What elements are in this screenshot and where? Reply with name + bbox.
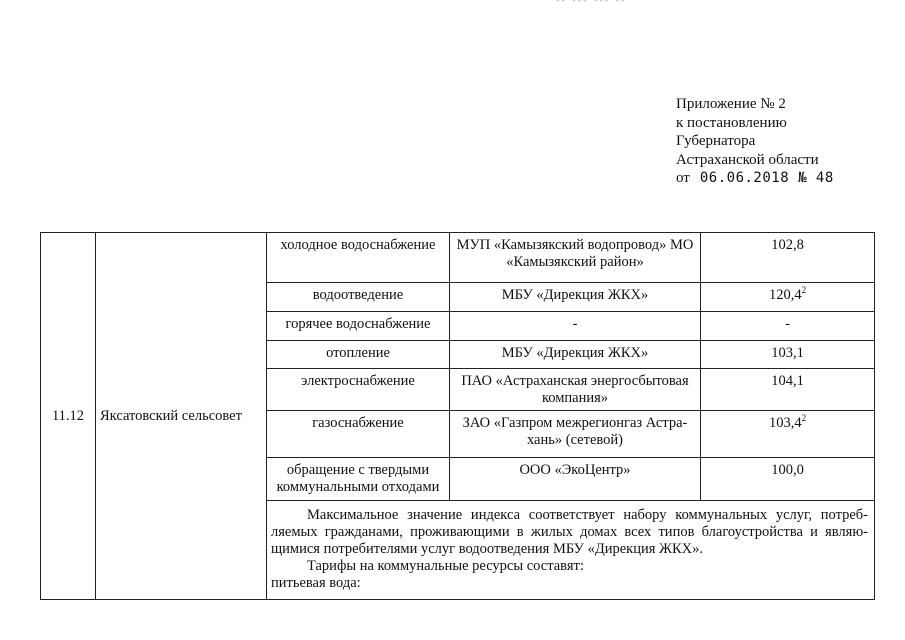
note-ref: 2 [801, 413, 807, 423]
index-value: 104,1 [701, 369, 875, 411]
index-value: 103,1 [701, 341, 875, 369]
organization-name: ЗАО «Газпром межрегионгаз Астра-хань» (сетевой) [450, 411, 701, 458]
note-cell [267, 501, 875, 600]
index-value: 120,4$^2$ [701, 283, 875, 312]
organization-name: МБУ «Дирекция ЖКХ» [450, 341, 701, 369]
row-number: 11.12 [41, 233, 96, 600]
header-mark: -- --- --- -- [555, 0, 626, 6]
index-value: - [701, 312, 875, 341]
appendix-line: Губернатора [676, 133, 756, 149]
appendix-title: Приложение № 2 [676, 96, 786, 112]
note-paragraph: Тарифы на коммунальные ресурсы составят: [307, 558, 584, 574]
index-value: 100,0 [701, 458, 875, 501]
date-stamp: 06.06.2018 № 48 [699, 170, 834, 186]
organization-name: МБУ «Дирекция ЖКХ» [450, 283, 701, 312]
service-name: обращение с твердыми коммунальными отходами [267, 458, 450, 501]
service-name: водоотведение [267, 283, 450, 312]
index-value: 102,8 [701, 233, 875, 283]
service-name: отопление [267, 341, 450, 369]
service-name: электроснабжение [267, 369, 450, 411]
service-name: газоснабжение [267, 411, 450, 458]
appendix-line: Астраханской области [676, 151, 819, 168]
note-paragraph: питьевая вода: [271, 575, 361, 591]
note-paragraph: Максимальное значение индекса соответствует набору коммунальных услуг, потреб-ляемых гражданами, проживающими в жилых домах всех типов благоустройства и являю-щимися потребителями услуг водоотведения МБУ «Дирекция ЖКХ». [271, 507, 868, 557]
appendix-date-line [676, 169, 834, 188]
organization-name: МУП «Камызякский водопровод» МО «Камызякский район» [450, 233, 701, 283]
appendix-block [676, 95, 834, 188]
service-name: холодное водоснабжение [267, 233, 450, 283]
table-row [41, 233, 875, 283]
organization-name: - [450, 312, 701, 341]
tariff-table [40, 232, 875, 600]
appendix-line: к постановлению [676, 114, 787, 131]
index-value: 103,4$^2$ [701, 411, 875, 458]
organization-name: ООО «ЭкоЦентр» [450, 458, 701, 501]
service-name: горячее водоснабжение [267, 312, 450, 341]
organization-name: ПАО «Астраханская энергосбытовая компания» [450, 369, 701, 411]
note-ref: 2 [801, 285, 807, 295]
from-label: от [676, 170, 690, 186]
settlement-name: Яксатовский сельсовет [96, 233, 267, 600]
